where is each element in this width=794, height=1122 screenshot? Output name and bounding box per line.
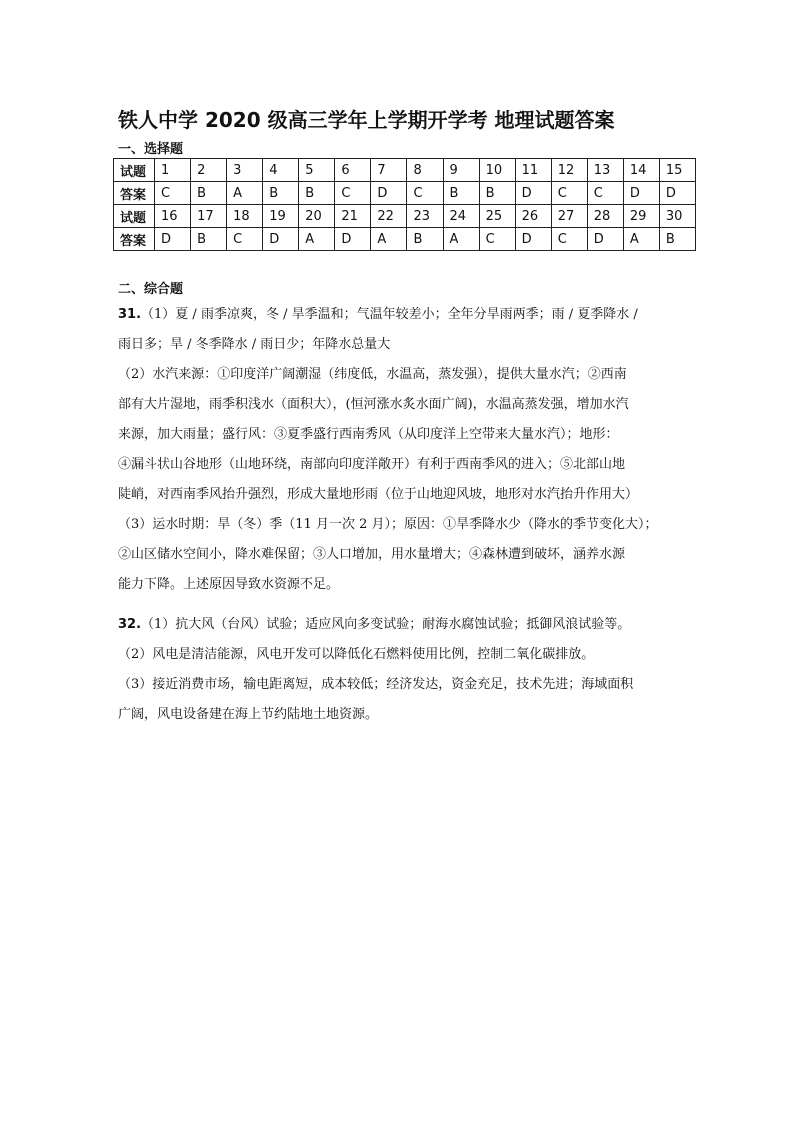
table-cell: 2: [191, 159, 227, 182]
row-label: 答案: [114, 182, 155, 205]
table-cell: 19: [263, 205, 299, 228]
answer-31: [118, 300, 688, 600]
answer-table: [113, 158, 696, 251]
table-cell: 13: [587, 159, 623, 182]
table-cell: 28: [587, 205, 623, 228]
answer-line: （2）风电是清洁能源，风电开发可以降低化石燃料使用比例，控制二氧化碳排放。: [118, 647, 595, 662]
table-cell: 27: [551, 205, 587, 228]
table-cell: 10: [479, 159, 515, 182]
table-cell: 17: [191, 205, 227, 228]
answer-line: ②山区储水空间小，降水难保留；③人口增加，用水量增大；④森林遭到破坏，涵养水源: [118, 547, 626, 562]
row-label: 答案: [114, 228, 155, 251]
table-cell: C: [551, 228, 587, 251]
row-label: 试题: [114, 205, 155, 228]
table-cell: 11: [515, 159, 551, 182]
table-cell: 15: [659, 159, 695, 182]
question-row: [114, 159, 696, 182]
table-cell: 26: [515, 205, 551, 228]
table-cell: 24: [443, 205, 479, 228]
table-cell: D: [515, 182, 551, 205]
question-row: [114, 205, 696, 228]
table-cell: 12: [551, 159, 587, 182]
page-title: 铁人中学 2020 级高三学年上学期开学考 地理试题答案: [118, 108, 615, 132]
table-cell: A: [227, 182, 263, 205]
table-cell: B: [191, 182, 227, 205]
table-cell: D: [335, 228, 371, 251]
table-cell: A: [299, 228, 335, 251]
table-cell: B: [479, 182, 515, 205]
answer-line: 广阔，风电设备建在海上节约陆地土地资源。: [118, 707, 379, 722]
table-cell: 5: [299, 159, 335, 182]
table-cell: 29: [623, 205, 659, 228]
table-cell: C: [407, 182, 443, 205]
table-cell: 8: [407, 159, 443, 182]
table-cell: C: [551, 182, 587, 205]
answer-line: （2）水汽来源：①印度洋广阔潮湿（纬度低，水温高，蒸发强），提供大量水汽；②西南: [118, 367, 627, 382]
table-cell: D: [371, 182, 407, 205]
table-cell: D: [155, 228, 191, 251]
answer-line: 来源，加大雨量；盛行风：③夏季盛行西南秀风（从印度洋上空带来大量水汽）；地形：: [118, 427, 619, 442]
table-cell: 30: [659, 205, 695, 228]
table-cell: 22: [371, 205, 407, 228]
section-heading-choice: 一、选择题: [118, 142, 184, 157]
answer-32: [118, 610, 688, 730]
table-cell: D: [623, 182, 659, 205]
answer-line: 陡峭，对西南季风抬升强烈，形成大量地形雨（位于山地迎风坡，地形对水汽抬升作用大）: [118, 487, 639, 502]
section-heading-comprehensive: 二、综合题: [118, 282, 184, 297]
table-cell: B: [191, 228, 227, 251]
answer-line: 部有大片湿地，雨季积浅水（面积大），(恒河涨水炙水面广阔)，水温高蒸发强，增加水汽: [118, 397, 629, 412]
answer-line: （3）接近消费市场，输电距离短，成本较低；经济发达，资金充足，技术先进；海域面积: [118, 677, 634, 692]
answer-line: 能力下降。上述原因导致水资源不足。: [118, 577, 340, 592]
answer-row: [114, 228, 696, 251]
table-cell: B: [299, 182, 335, 205]
table-cell: 18: [227, 205, 263, 228]
table-cell: 3: [227, 159, 263, 182]
table-cell: B: [407, 228, 443, 251]
table-cell: 20: [299, 205, 335, 228]
table-cell: A: [443, 228, 479, 251]
table-cell: C: [227, 228, 263, 251]
table-cell: B: [659, 228, 695, 251]
answer-row: [114, 182, 696, 205]
table-cell: 14: [623, 159, 659, 182]
table-cell: 4: [263, 159, 299, 182]
table-cell: 21: [335, 205, 371, 228]
table-cell: D: [515, 228, 551, 251]
table-cell: D: [659, 182, 695, 205]
table-cell: C: [155, 182, 191, 205]
table-cell: A: [623, 228, 659, 251]
answer-line: 31.（1）夏 / 雨季凉爽，冬 / 旱季温和；气温年较差小；全年分旱雨两季；雨 / 夏季降水 /: [118, 307, 638, 322]
table-cell: B: [443, 182, 479, 205]
table-cell: A: [371, 228, 407, 251]
answer-line: ④漏斗状山谷地形（山地环绕，南部向印度洋敞开）有利于西南季风的进入；⑤北部山地: [118, 457, 626, 472]
table-cell: C: [479, 228, 515, 251]
table-cell: C: [335, 182, 371, 205]
table-cell: 25: [479, 205, 515, 228]
table-cell: 16: [155, 205, 191, 228]
table-cell: C: [587, 182, 623, 205]
answer-line: （3）运水时期：旱（冬）季（11 月一次 2 月）；原因：①旱季降水少（降水的季节变化大）；: [118, 517, 658, 532]
question-number: 32.: [118, 617, 142, 632]
row-label: 试题: [114, 159, 155, 182]
table-cell: 6: [335, 159, 371, 182]
question-number: 31.: [118, 307, 142, 322]
table-cell: 23: [407, 205, 443, 228]
table-cell: 1: [155, 159, 191, 182]
table-cell: 7: [371, 159, 407, 182]
table-cell: 9: [443, 159, 479, 182]
table-cell: D: [263, 228, 299, 251]
answer-line: 32.（1）抗大风（台风）试验；适应风向多变试验；耐海水腐蚀试验；抵御风浪试验等。: [118, 617, 631, 632]
answer-line: 雨日多；旱 / 冬季降水 / 雨日少；年降水总量大: [118, 337, 391, 352]
table-cell: B: [263, 182, 299, 205]
table-cell: D: [587, 228, 623, 251]
